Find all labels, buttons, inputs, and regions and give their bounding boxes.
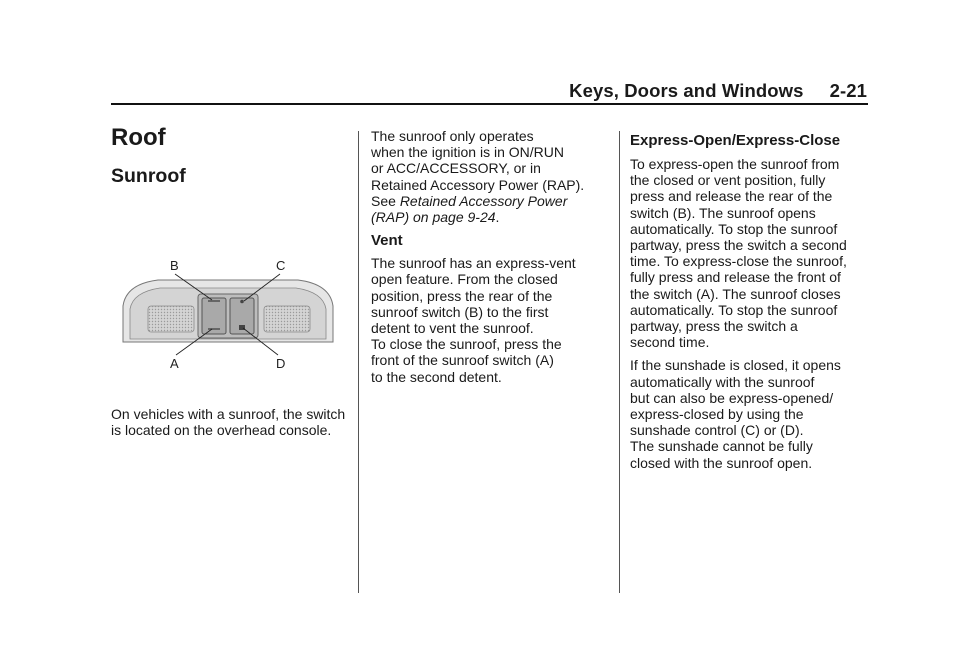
express-line: the switch (A). The sunroof closes [630,285,841,302]
heading-vent: Vent [371,232,403,250]
vent-paragraph-1 [371,255,611,336]
vent-line: The sunroof has an express-vent [371,255,576,272]
express-line: second time. [630,334,710,351]
switch-a-mark [208,328,220,330]
express-paragraph-1 [630,156,870,350]
label-d: D [276,356,286,371]
sunshade-paragraph [630,357,870,470]
intro-line-3: or ACC/ACCESSORY, or in [371,160,541,177]
label-c: C [276,258,286,273]
cross-reference-line-2: (RAP) on page 9-24 [371,209,496,226]
express-line: switch (B). The sunroof opens [630,204,816,221]
sunshade-line: but can also be express-opened/ [630,389,834,406]
vent-line: front of the sunroof switch (A) [371,352,554,369]
page-header [111,80,867,102]
label-b: B [170,258,179,273]
left-lamp-lens [148,306,194,332]
label-a: A [170,356,179,371]
overhead-console-illustration [118,254,338,374]
sunshade-line: closed with the sunroof open. [630,454,813,471]
cross-reference-line-1: Retained Accessory Power [399,192,568,209]
heading-express-open-close: Express-Open/Express-Close [630,132,841,149]
sunshade-line: If the sunshade is closed, it opens [630,357,841,374]
sunroof-location-paragraph: On vehicles with a sunroof, the switch is located on the overhead console. [111,406,346,439]
express-line: automatically. To stop the sunroof [630,301,838,318]
column-3 [630,132,870,471]
sunshade-line: The sunshade cannot be fully [630,438,813,455]
vent-line: open feature. From the closed [371,271,558,288]
see-suffix: . [495,209,500,226]
vent-line: to the second detent. [371,368,502,385]
header-rule [111,103,868,105]
switch-c-mark [240,300,244,304]
express-line: the closed or vent position, fully [630,172,826,189]
see-prefix: See [371,192,400,209]
vent-line: To close the sunroof, press the [371,336,562,353]
express-line: fully press and release the front of [630,269,841,286]
sunroof-location-text [111,406,351,438]
express-line: time. To express-close the sunroof, [630,253,847,270]
express-line: press and release the rear of the [630,188,833,205]
overhead-console-figure [118,254,338,374]
intro-line-1: The sunroof only operates [371,128,534,144]
intro-line-4: Retained Accessory Power (RAP). [371,176,585,193]
heading-roof: Roof [111,124,166,151]
heading-sunroof: Sunroof [111,165,186,187]
express-line: automatically. To stop the sunroof [630,220,838,237]
column-divider-2 [619,131,620,593]
sunshade-line: sunshade control (C) or (D). [630,422,804,439]
vent-line: detent to vent the sunroof. [371,320,534,337]
section-title: Keys, Doors and Windows [569,80,804,101]
express-line: partway, press the switch a [630,318,798,335]
column-2 [371,128,611,385]
vent-line: sunroof switch (B) to the first [371,303,549,320]
intro-paragraph [371,128,611,225]
sunshade-line: express-closed by using the [630,406,804,423]
express-line: To express-open the sunroof from [630,156,840,172]
express-line: partway, press the switch a second [630,237,847,254]
page-number: 2-21 [829,80,867,101]
switch-b-mark [208,300,220,302]
vent-paragraph-2 [371,336,611,385]
vent-line: position, press the rear of the [371,287,553,304]
sunshade-line: automatically with the sunroof [630,373,815,390]
column-divider-1 [358,131,359,593]
right-lamp-lens [264,306,310,332]
intro-line-2: when the ignition is in ON/RUN [371,144,564,161]
